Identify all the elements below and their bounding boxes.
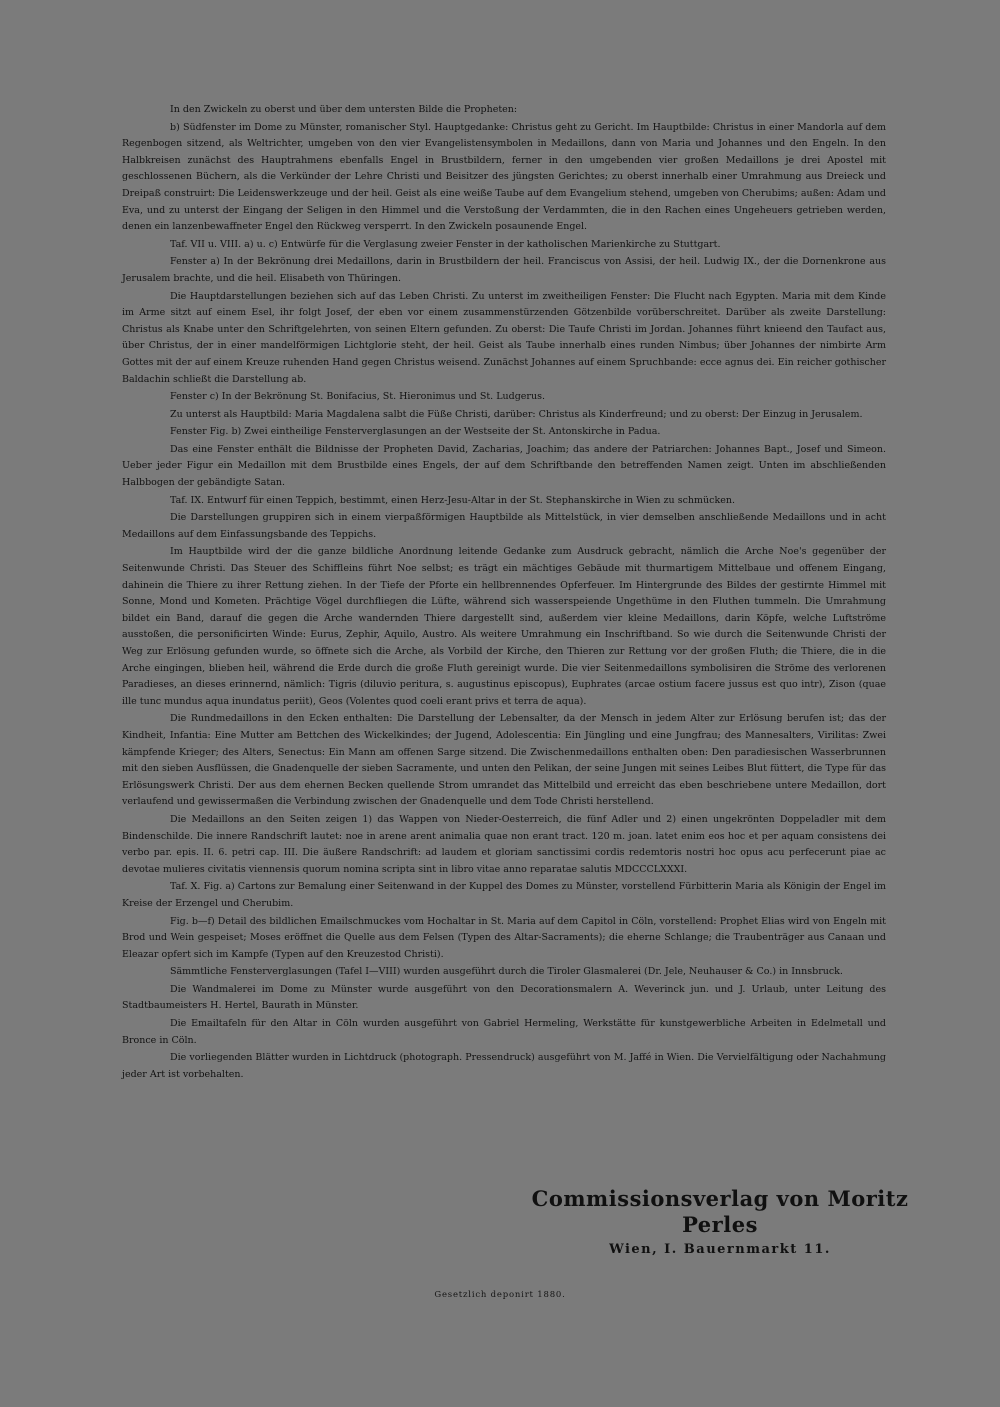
publisher-imprint xyxy=(520,1186,920,1260)
paragraph: b) Südfenster im Dome zu Münster, romanischer Styl. Hauptgedanke: Christus geht zu Gericht. Im Hauptbilde: Christus in einer Mandorla auf dem Regenbogen sitzend, als Weltrichter, umgeben von den vier Evangelistensymbolen in Medaillons, dann von Maria und Johannes und den Engeln. In den Halbkreisen zunächst des Hauptrahmens ebenfalls Engel in Brustbildern, ferner in den umgebenden vier großen Medaillons je drei Apostel mit geschlossenen Büchern, als die Verkünder der Lehre Christi und Beisitzer des jüngsten Gerichtes; zu oberst innerhalb einer Umrahmung aus Dreieck und Dreipaß construirt: Die Leidenswerkzeuge und der heil. Geist als eine weiße Taube auf dem Evangelium stehend, umgeben von Cherubims; außen: Adam und Eva, und zu unterst der Eingang der Seligen in den Himmel und die Verstoßung der Verdammten, die in den Rachen eines Ungeheuers getrieben werden, denen ein lanzenbewaffneter Engel den Rückweg versperrt. In den Zwickeln posaunende Engel. xyxy=(122,121,886,233)
paragraph: Fenster c) In der Bekrönung St. Bonifacius, St. Hieronimus und St. Ludgerus. xyxy=(170,391,545,403)
paragraph: In den Zwickeln zu oberst und über dem untersten Bilde die Propheten: xyxy=(170,104,518,115)
paragraph: Die Darstellungen gruppiren sich in einem vierpaßförmigen Hauptbilde als Mittelstück, in vier demselben anschließende Medaillons und in acht Medaillons auf dem Einfassungsbande des Teppichs. xyxy=(122,512,886,540)
paragraph: Die vorliegenden Blätter wurden in Lichtdruck (photograph. Pressendruck) ausgeführt von M. Jaffé in Wien. Die Vervielfältigung oder Nachahmung jeder Art ist vorbehalten. xyxy=(122,1052,886,1080)
paragraph: Zu unterst als Hauptbild: Maria Magdalena salbt die Füße Christi, darüber: Christus als Kinderfreund; und zu oberst: Der Einzug in Jerusalem. xyxy=(170,408,863,420)
publisher-address: Wien, I. Bauernmarkt 11. xyxy=(609,1242,831,1257)
paragraph: Die Emailtafeln für den Altar in Cöln wurden ausgeführt von Gabriel Hermeling, Werkstätte für kunstgewerbliche Arbeiten in Edelmetall und Bronce in Cöln. xyxy=(122,1018,886,1046)
paragraph: Die Medaillons an den Seiten zeigen 1) das Wappen von Nieder-Oesterreich, die fünf Adler und 2) einen ungekrönten Doppeladler mit dem Bindenschilde. Die innere Randschrift lautet: noe in arene arent animalia quae non erant tract. 120 m. joan. latet enim eos hoc et per aquam consistens dei verbo par. epis. II. 6. petri cap. III. Die äußere Randschrift: ad laudem et gloriam sanctissimi cordis redemtoris nostri hoc opus acu perfecerunt piae ac devotae mulieres civitatis viennensis quorum nomina scripta sint in libro vitae anno reparatae salutis MDCCCLXXXI. xyxy=(122,813,886,875)
paragraph: Fig. b—f) Detail des bildlichen Emailschmuckes vom Hochaltar in St. Maria auf dem Capitol in Cöln, vorstellend: Prophet Elias wird von Engeln mit Brod und Wein gespeiset; Moses eröffnet die Quelle aus dem Felsen (Typen des Altar-Sacraments); die eherne Schlange; die Traubenträger aus Canaan und Eleazar opfert sich im Kampfe (Typen auf den Kreuzestod Christi). xyxy=(122,915,886,960)
paragraph: Die Rundmedaillons in den Ecken enthalten: Die Darstellung der Lebensalter, da der Mensch in jedem Alter zur Erlösung berufen ist; das der Kindheit, Infantia: Eine Mutter am Bettchen des Wickelkindes; der Jugend, Adolescentia: Ein Jüngling und eine Jungfrau; des Mannesalters, Virilitas: Zwei kämpfende Krieger; des Alters, Senectus: Ein Mann am offenen Sarge sitzend. Die Zwischenmedaillons enthalten oben: Den paradiesischen Wasserbrunnen mit den sieben Ausflüssen, die Gnadenquelle der sieben Sacramente, und unten den Pelikan, der seine Jungen mit seines Leibes Blut füttert, die Type für das Erlösungswerk Christi. Der aus dem ehernen Becken quellende Strom umrandet das Mittelbild und erreicht das eben beschriebene untere Medaillon, dort verlaufend und gewissermaßen die Verbindung zwischen der Gnadenquelle und dem Tode Christi herstellend. xyxy=(122,713,886,808)
paragraph: Fenster a) In der Bekrönung drei Medaillons, darin in Brustbildern der heil. Franciscus von Assisi, der heil. Ludwig IX., der die Dornenkrone aus Jerusalem brachte, und die heil. Elisabeth von Thüringen. xyxy=(122,256,886,284)
paragraph: Taf. IX. Entwurf für einen Teppich, bestimmt, einen Herz-Jesu-Altar in der St. Stephanskirche in Wien zu schmücken. xyxy=(170,494,735,506)
paragraph: Im Hauptbilde wird der die ganze bildliche Anordnung leitende Gedanke zum Ausdruck gebracht, nämlich die Arche Noe's gegenüber der Seitenwunde Christi. Das Steuer des Schiffleins führt Noe selbst; es trägt ein mächtiges Gebäude mit thurmartigem Mittelbaue und offenem Eingang, dahinein die Thiere zu ihrer Rettung ziehen. In der Tiefe der Pforte ein hellbrennendes Opferfeuer. Im Hintergrunde des Bildes der gestirnte Himmel mit Sonne, Mond und Kometen. Prächtige Vögel durchfliegen die Lüfte, während sich wasserspeiende Ungethüme in den Fluthen tummeln. Die Umrahmung bildet ein Band, darauf die gegen die Arche wandernden Thiere dargestellt sind, außerdem vier kleine Medaillons, darin Köpfe, welche Luftströme ausstoßen, die personificirten Winde: Eurus, Zephir, Aquilo, Austro. Als weitere Umrahmung ein Inschriftband. So wie durch die Seitenwunde Christi der Weg zur Erlösung gefunden wurde, so öffnete sich die Arche, als Vorbild der Kirche, den Thieren zur Rettung vor der großen Fluth; die Thiere, die in die Arche eingingen, blieben heil, während die Erde durch die große Fluth gereinigt wurde. Die vier Seitenmedaillons symbolisiren die Ströme des verlorenen Paradieses, an dieses erinnernd, nämlich: Tigris (diluvio peritura, s. augustinus episcopus), Euphrates (arcae ostium facere jussus est quo intr), Zison (quae ille tunc mundus aqua inundatus periit), Geos (Volentes quod coeli erant privs et terra de aqua). xyxy=(122,546,886,707)
paragraph: Taf. VII u. VIII. a) u. c) Entwürfe für die Verglasung zweier Fenster in der katholischen Marienkirche zu Stuttgart. xyxy=(170,238,721,250)
paragraph: Die Hauptdarstellungen beziehen sich auf das Leben Christi. Zu unterst im zweitheiligen Fenster: Die Flucht nach Egypten. Maria mit dem Kinde im Arme sitzt auf einem Esel, ihr folgt Josef, der eben vor einem zusammenstürzenden Götzenbilde vorüberschreitet. Darüber als zweite Darstellung: Christus als Knabe unter den Schriftgelehrten, von seinen Eltern gefunden. Zu oberst: Die Taufe Christi im Jordan. Johannes führt knieend den Taufact aus, über Christus, der in einer mandelförmigen Lichtglorie steht, der heil. Geist als Taube innerhalb eines runden Nimbus; über Johannes der nimbirte Arm Gottes mit der auf einem Kreuze ruhenden Hand gegen Christus weisend. Zunächst Johannes auf einem Spruchbande: ecce agnus dei. Ein reicher gothischer Baldachin schließt die Darstellung ab. xyxy=(122,290,886,385)
paragraph: Die Wandmalerei im Dome zu Münster wurde ausgeführt von den Decorationsmalern A. Weverinck jun. und J. Urlaub, unter Leitung des Stadtbaumeisters H. Hertel, Baurath in Münster. xyxy=(122,983,886,1012)
paragraph: Fenster Fig. b) Zwei eintheilige Fensterverglasungen an der Westseite der St. Antonskirche in Padua. xyxy=(170,426,661,438)
paragraph: Taf. X. Fig. a) Cartons zur Bemalung einer Seitenwand in der Kuppel des Domes zu Münster, vorstellend Fürbitterin Maria als Königin der Engel im Kreise der Erzengel und Cherubim. xyxy=(122,881,886,909)
legal-notice: Gesetzlich deponirt 1880. xyxy=(434,1290,566,1300)
publisher-name: Commissionsverlag von Moritz Perles xyxy=(531,1186,909,1237)
paragraph: Sämmtliche Fensterverglasungen (Tafel I—VIII) wurden ausgeführt durch die Tiroler Glasmalerei (Dr. Jele, Neuhauser & Co.) in Innsbruck. xyxy=(170,966,843,978)
paragraph: Das eine Fenster enthält die Bildnisse der Propheten David, Zacharias, Joachim; das andere der Patriarchen: Johannes Bapt., Josef und Simeon. Ueber jeder Figur ein Medaillon mit dem Brustbilde eines Engels, der auf dem Schriftbande den betreffenden Namen zeigt. Unten im abschließenden Halbbogen der gebändigte Satan. xyxy=(122,443,886,489)
document-body xyxy=(122,102,886,1084)
